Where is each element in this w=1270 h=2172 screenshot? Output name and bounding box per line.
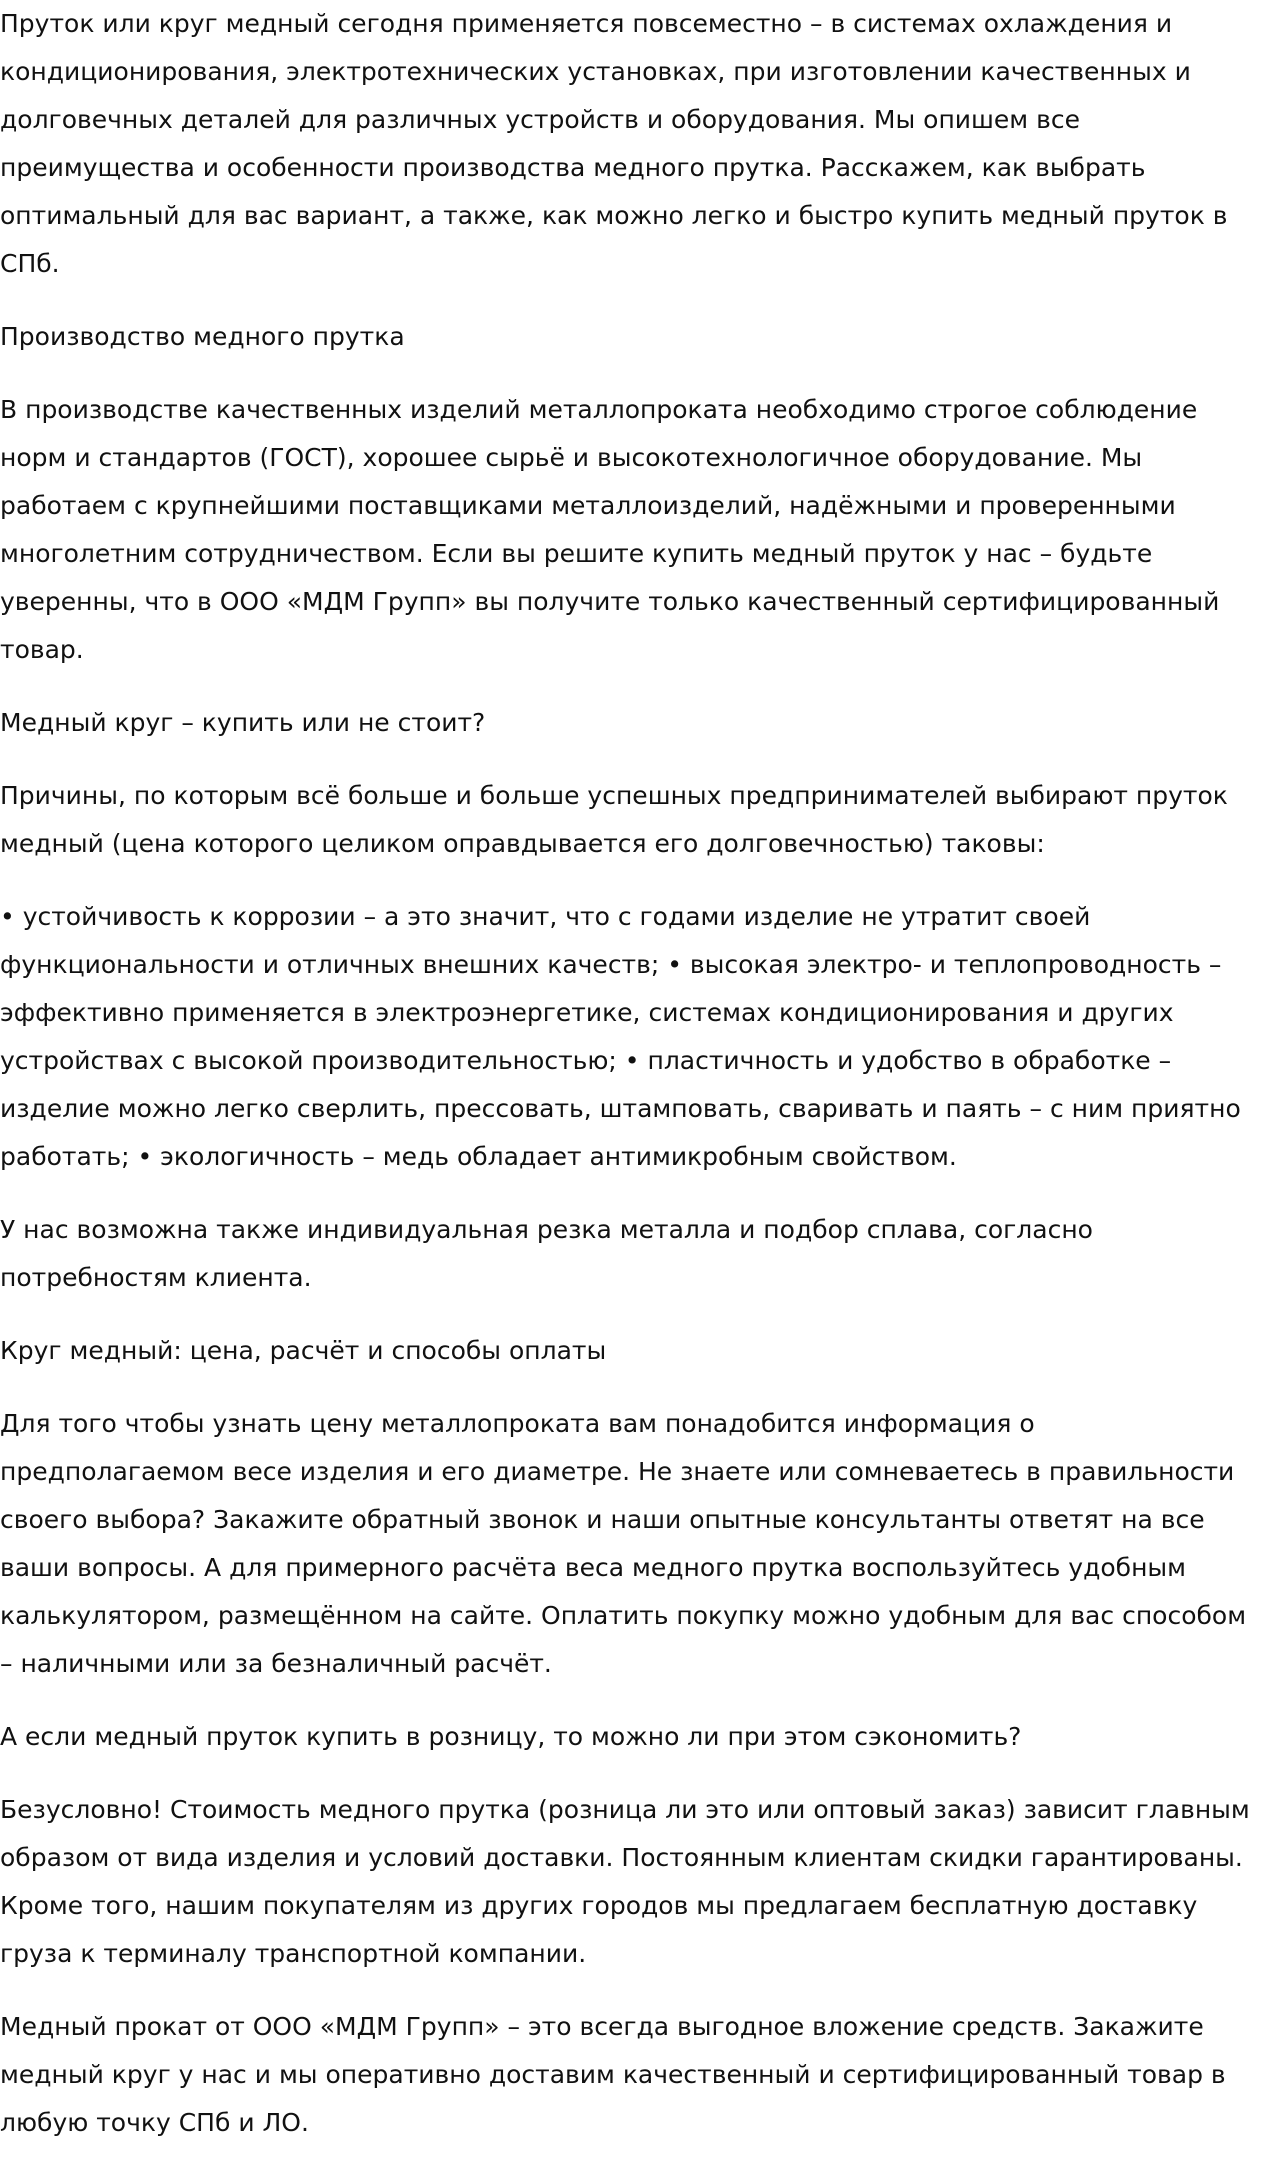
- heading-buy: Медный круг – купить или не стоит?: [0, 708, 486, 737]
- heading-price: Круг медный: цена, расчёт и способы оплаты: [0, 1336, 607, 1365]
- heading-production: Производство медного прутка: [0, 322, 405, 351]
- heading-retail: А если медный пруток купить в розницу, то можно ли при этом сэкономить?: [0, 1722, 1022, 1751]
- retail-paragraph: Безусловно! Стоимость медного прутка (розница ли это или оптовый заказ) зависит главным образом от вида изделия и условий доставки. Постоянным клиентам скидки гарантированы. Кроме того, нашим покупателям из других городов мы предлагаем бесплатную доставку груза к терминалу транспортной компании.: [0, 1795, 1250, 1968]
- cutting-paragraph: У нас возможна также индивидуальная резка металла и подбор сплава, согласно потребностям клиента.: [0, 1215, 1093, 1292]
- reasons-list-paragraph: • устойчивость к коррозии – а это значит, что с годами изделие не утратит своей функциональности и отличных внешних качеств; • высокая электро- и теплопроводность – эффективно применяется в электроэнергетике, системах кондиционирования и других устройствах с высокой производительностью; • пластичность и удобство в обработке – изделие можно легко сверлить, прессовать, штамповать, сваривать и паять – с ним приятно работать; • экологичность – медь обладает антимикробным свойством.: [0, 902, 1241, 1171]
- closing-paragraph: Медный прокат от ООО «МДМ Групп» – это всегда выгодное вложение средств. Закажите медный круг у нас и мы оперативно доставим качественный и сертифицированный товар в любую точку СПб и ЛО.: [0, 2012, 1226, 2137]
- price-paragraph: Для того чтобы узнать цену металлопроката вам понадобится информация о предполагаемом весе изделия и его диаметре. Не знаете или сомневаетесь в правильности своего выбора? Закажите обратный звонок и наши опытные консультанты ответят на все ваши вопросы. А для примерного расчёта веса медного прутка воспользуйтесь удобным калькулятором, размещённом на сайте. Оплатить покупку можно удобным для вас способом – наличными или за безналичный расчёт.: [0, 1409, 1247, 1678]
- intro-paragraph: Пруток или круг медный сегодня применяется повсеместно – в системах охлаждения и кондиционирования, электротехнических установках, при изготовлении качественных и долговечных деталей для различных устройств и оборудования. Мы опишем все преимущества и особенности производства медного прутка. Расскажем, как выбрать оптимальный для вас вариант, а также, как можно легко и быстро купить медный пруток в СПб.: [0, 9, 1228, 278]
- production-paragraph: В производстве качественных изделий металлопроката необходимо строгое соблюдение норм и стандартов (ГОСТ), хорошее сырьё и высокотехнологичное оборудование. Мы работаем с крупнейшими поставщиками металлоизделий, надёжными и проверенными многолетним сотрудничеством. Если вы решите купить медный пруток у нас – будьте уверенны, что в ООО «МДМ Групп» вы получите только качественный сертифицированный товар.: [0, 395, 1220, 664]
- reasons-intro-paragraph: Причины, по которым всё больше и больше успешных предпринимателей выбирают пруток медный (цена которого целиком оправдывается его долговечностью) таковы:: [0, 781, 1228, 858]
